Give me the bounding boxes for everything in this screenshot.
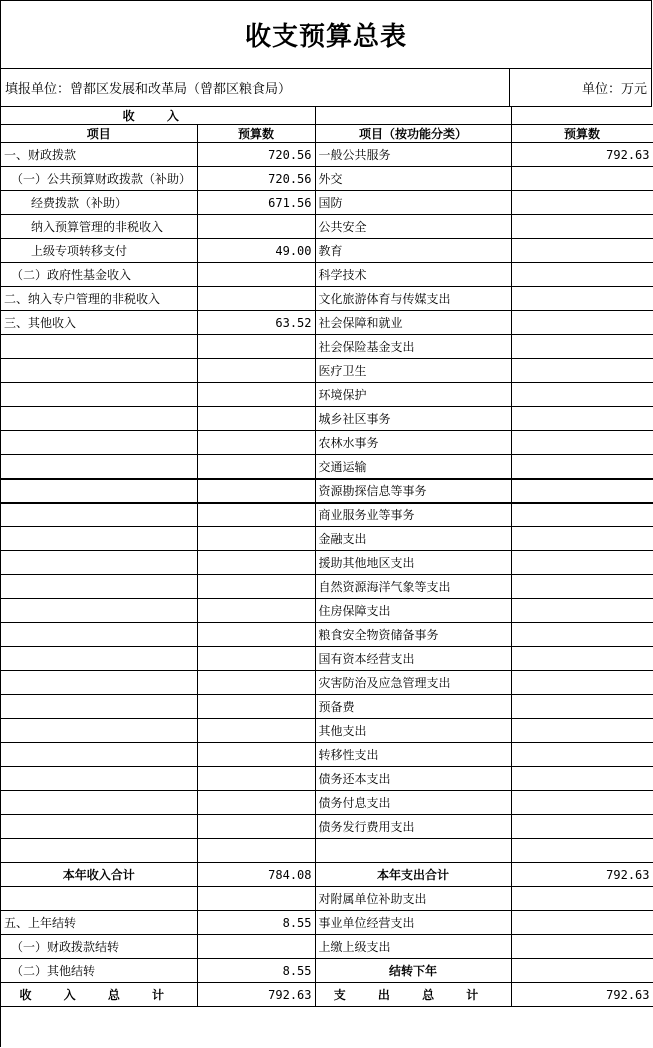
- expense-item: 商业服务业等事务: [315, 503, 511, 527]
- income-item: [1, 671, 197, 695]
- expense-value: [511, 935, 653, 959]
- income-item: [1, 743, 197, 767]
- income-value: [197, 839, 315, 863]
- income-item: [1, 503, 197, 527]
- table-row: [1, 743, 653, 767]
- expense-value: [511, 407, 653, 431]
- table-row: [1, 143, 653, 167]
- grand-expense-value: 792.63: [511, 983, 653, 1007]
- expense-value: [511, 695, 653, 719]
- expense-value: [511, 647, 653, 671]
- income-item: 三、其他收入: [1, 311, 197, 335]
- expense-item: 事业单位经营支出: [315, 911, 511, 935]
- budget-table: [1, 107, 653, 1007]
- unit-row: [1, 69, 652, 107]
- table-row: [1, 407, 653, 431]
- income-value: [197, 623, 315, 647]
- title-row: [1, 1, 652, 69]
- income-value: [197, 743, 315, 767]
- table-row: [1, 647, 653, 671]
- currency-unit: 单位：万元: [510, 69, 652, 106]
- expense-item: 城乡社区事务: [315, 407, 511, 431]
- income-item: 上级专项转移支付: [1, 239, 197, 263]
- table-row: [1, 887, 653, 911]
- expense-item: 农林水事务: [315, 431, 511, 455]
- income-value: 671.56: [197, 191, 315, 215]
- table-row: [1, 959, 653, 983]
- income-item: [1, 719, 197, 743]
- income-value: 720.56: [197, 143, 315, 167]
- expense-value: [511, 263, 653, 287]
- year-expense-total-label: 本年支出合计: [315, 863, 511, 887]
- income-value: [197, 383, 315, 407]
- income-value: 720.56: [197, 167, 315, 191]
- income-item: [1, 431, 197, 455]
- table-row: [1, 551, 653, 575]
- income-value: [197, 647, 315, 671]
- grand-income-label: 收 入 总 计: [1, 983, 197, 1007]
- expense-value: [511, 623, 653, 647]
- table-row: [1, 575, 653, 599]
- table-row: [1, 383, 653, 407]
- expense-value: [511, 887, 653, 911]
- expense-value: [511, 479, 653, 503]
- expense-item: 上缴上级支出: [315, 935, 511, 959]
- expense-item: 援助其他地区支出: [315, 551, 511, 575]
- income-value: 8.55: [197, 959, 315, 983]
- expense-value: [511, 815, 653, 839]
- table-row: [1, 287, 653, 311]
- income-item: [1, 815, 197, 839]
- table-row: [1, 935, 653, 959]
- income-item: [1, 647, 197, 671]
- income-value: [197, 815, 315, 839]
- income-value: [197, 719, 315, 743]
- income-value: [197, 431, 315, 455]
- income-item: [1, 695, 197, 719]
- income-item: （一）财政拨款结转: [1, 935, 197, 959]
- income-value: [197, 503, 315, 527]
- expense-item: 文化旅游体育与传媒支出: [315, 287, 511, 311]
- expense-item: 转移性支出: [315, 743, 511, 767]
- table-row: [1, 767, 653, 791]
- year-total-row: [1, 863, 653, 887]
- income-value: [197, 695, 315, 719]
- income-item: [1, 455, 197, 479]
- expense-item: 社会保险基金支出: [315, 335, 511, 359]
- table-row: [1, 911, 653, 935]
- table-row: [1, 479, 653, 503]
- table-row: [1, 191, 653, 215]
- expense-value: 792.63: [511, 143, 653, 167]
- expense-item: 其他支出: [315, 719, 511, 743]
- income-value: [197, 791, 315, 815]
- income-item: [1, 887, 197, 911]
- expense-item: 教育: [315, 239, 511, 263]
- expense-item: 债务发行费用支出: [315, 815, 511, 839]
- income-item: [1, 599, 197, 623]
- income-value: [197, 551, 315, 575]
- income-item: 经费拨款（补助）: [1, 191, 197, 215]
- income-header-row: [1, 107, 653, 125]
- income-value: [197, 479, 315, 503]
- expense-item: 预备费: [315, 695, 511, 719]
- expense-item: [315, 839, 511, 863]
- grand-income-value: 792.63: [197, 983, 315, 1007]
- expense-item: 医疗卫生: [315, 359, 511, 383]
- expense-value: [511, 911, 653, 935]
- income-item: [1, 335, 197, 359]
- table-row: [1, 671, 653, 695]
- income-value: [197, 335, 315, 359]
- table-row: [1, 215, 653, 239]
- expense-value: [511, 455, 653, 479]
- blank-header: [511, 107, 653, 125]
- income-value: 8.55: [197, 911, 315, 935]
- expense-value: [511, 359, 653, 383]
- expense-value: [511, 599, 653, 623]
- income-value: 49.00: [197, 239, 315, 263]
- expense-value: [511, 383, 653, 407]
- expense-item: 国防: [315, 191, 511, 215]
- income-item: [1, 551, 197, 575]
- expense-item: 科学技术: [315, 263, 511, 287]
- expense-value: [511, 743, 653, 767]
- table-row: [1, 599, 653, 623]
- table-row: [1, 695, 653, 719]
- income-item: （一）公共预算财政拨款（补助）: [1, 167, 197, 191]
- expense-value: [511, 791, 653, 815]
- expense-value: [511, 239, 653, 263]
- expense-item: 公共安全: [315, 215, 511, 239]
- expense-value: [511, 191, 653, 215]
- table-row: [1, 167, 653, 191]
- expense-value: [511, 311, 653, 335]
- expense-item: 资源勘探信息等事务: [315, 479, 511, 503]
- expense-item: 粮食安全物资储备事务: [315, 623, 511, 647]
- expense-item: 住房保障支出: [315, 599, 511, 623]
- table-row: [1, 503, 653, 527]
- expense-value: [511, 431, 653, 455]
- expense-item: 社会保障和就业: [315, 311, 511, 335]
- table-row: [1, 431, 653, 455]
- income-item: [1, 839, 197, 863]
- income-item: [1, 791, 197, 815]
- expense-value: [511, 551, 653, 575]
- income-item: （二）其他结转: [1, 959, 197, 983]
- expense-value: [511, 287, 653, 311]
- expense-item: 环境保护: [315, 383, 511, 407]
- expense-value: [511, 767, 653, 791]
- col-budget: 预算数: [197, 125, 315, 143]
- income-item: （二）政府性基金收入: [1, 263, 197, 287]
- income-value: [197, 287, 315, 311]
- income-value: [197, 887, 315, 911]
- expense-value: [511, 959, 653, 983]
- col-budget2: 预算数: [511, 125, 653, 143]
- table-row: [1, 623, 653, 647]
- income-item: [1, 407, 197, 431]
- blank-header: [315, 107, 511, 125]
- page-title: 收支预算总表: [244, 22, 407, 52]
- col-item: 项目: [1, 125, 197, 143]
- table-row: [1, 839, 653, 863]
- expense-item: 金融支出: [315, 527, 511, 551]
- expense-value: [511, 503, 653, 527]
- income-item: 纳入预算管理的非税收入: [1, 215, 197, 239]
- income-value: [197, 455, 315, 479]
- income-item: 二、纳入专户管理的非税收入: [1, 287, 197, 311]
- income-value: [197, 263, 315, 287]
- income-value: [197, 599, 315, 623]
- income-value: [197, 527, 315, 551]
- expense-item: 外交: [315, 167, 511, 191]
- expense-item: 灾害防治及应急管理支出: [315, 671, 511, 695]
- table-row: [1, 359, 653, 383]
- income-value: [197, 359, 315, 383]
- table-row: [1, 311, 653, 335]
- income-value: [197, 935, 315, 959]
- income-value: [197, 575, 315, 599]
- income-item: [1, 527, 197, 551]
- grand-expense-label: 支 出 总 计: [315, 983, 511, 1007]
- expense-item: 一般公共服务: [315, 143, 511, 167]
- income-value: 63.52: [197, 311, 315, 335]
- expense-item: 债务付息支出: [315, 791, 511, 815]
- income-item: [1, 575, 197, 599]
- table-row: [1, 263, 653, 287]
- expense-value: [511, 719, 653, 743]
- expense-value: [511, 215, 653, 239]
- expense-item: 对附属单位补助支出: [315, 887, 511, 911]
- expense-value: [511, 167, 653, 191]
- expense-value: [511, 335, 653, 359]
- table-row: [1, 815, 653, 839]
- income-item: 一、财政拨款: [1, 143, 197, 167]
- table-row: [1, 527, 653, 551]
- income-value: [197, 215, 315, 239]
- income-value: [197, 407, 315, 431]
- table-row: [1, 455, 653, 479]
- expense-item: 债务还本支出: [315, 767, 511, 791]
- income-item: [1, 623, 197, 647]
- expense-item: 结转下年: [315, 959, 511, 983]
- expense-value: [511, 527, 653, 551]
- expense-value: [511, 671, 653, 695]
- income-item: [1, 479, 197, 503]
- year-income-total-value: 784.08: [197, 863, 315, 887]
- table-row: [1, 791, 653, 815]
- year-income-total-label: 本年收入合计: [1, 863, 197, 887]
- income-value: [197, 671, 315, 695]
- table-row: [1, 719, 653, 743]
- column-header-row: [1, 125, 653, 143]
- expense-item: 自然资源海洋气象等支出: [315, 575, 511, 599]
- income-item: [1, 767, 197, 791]
- grand-total-row: [1, 983, 653, 1007]
- year-expense-total-value: 792.63: [511, 863, 653, 887]
- expense-value: [511, 575, 653, 599]
- expense-value: [511, 839, 653, 863]
- expense-item: 国有资本经营支出: [315, 647, 511, 671]
- table-row: [1, 239, 653, 263]
- income-item: 五、上年结转: [1, 911, 197, 935]
- reporting-unit: 填报单位：曾都区发展和改革局（曾都区粮食局）: [1, 69, 510, 106]
- income-item: [1, 359, 197, 383]
- table-row: [1, 335, 653, 359]
- col-item-func: 项目（按功能分类）: [315, 125, 511, 143]
- income-header: 收 入: [1, 107, 315, 125]
- income-item: [1, 383, 197, 407]
- income-value: [197, 767, 315, 791]
- expense-item: 交通运输: [315, 455, 511, 479]
